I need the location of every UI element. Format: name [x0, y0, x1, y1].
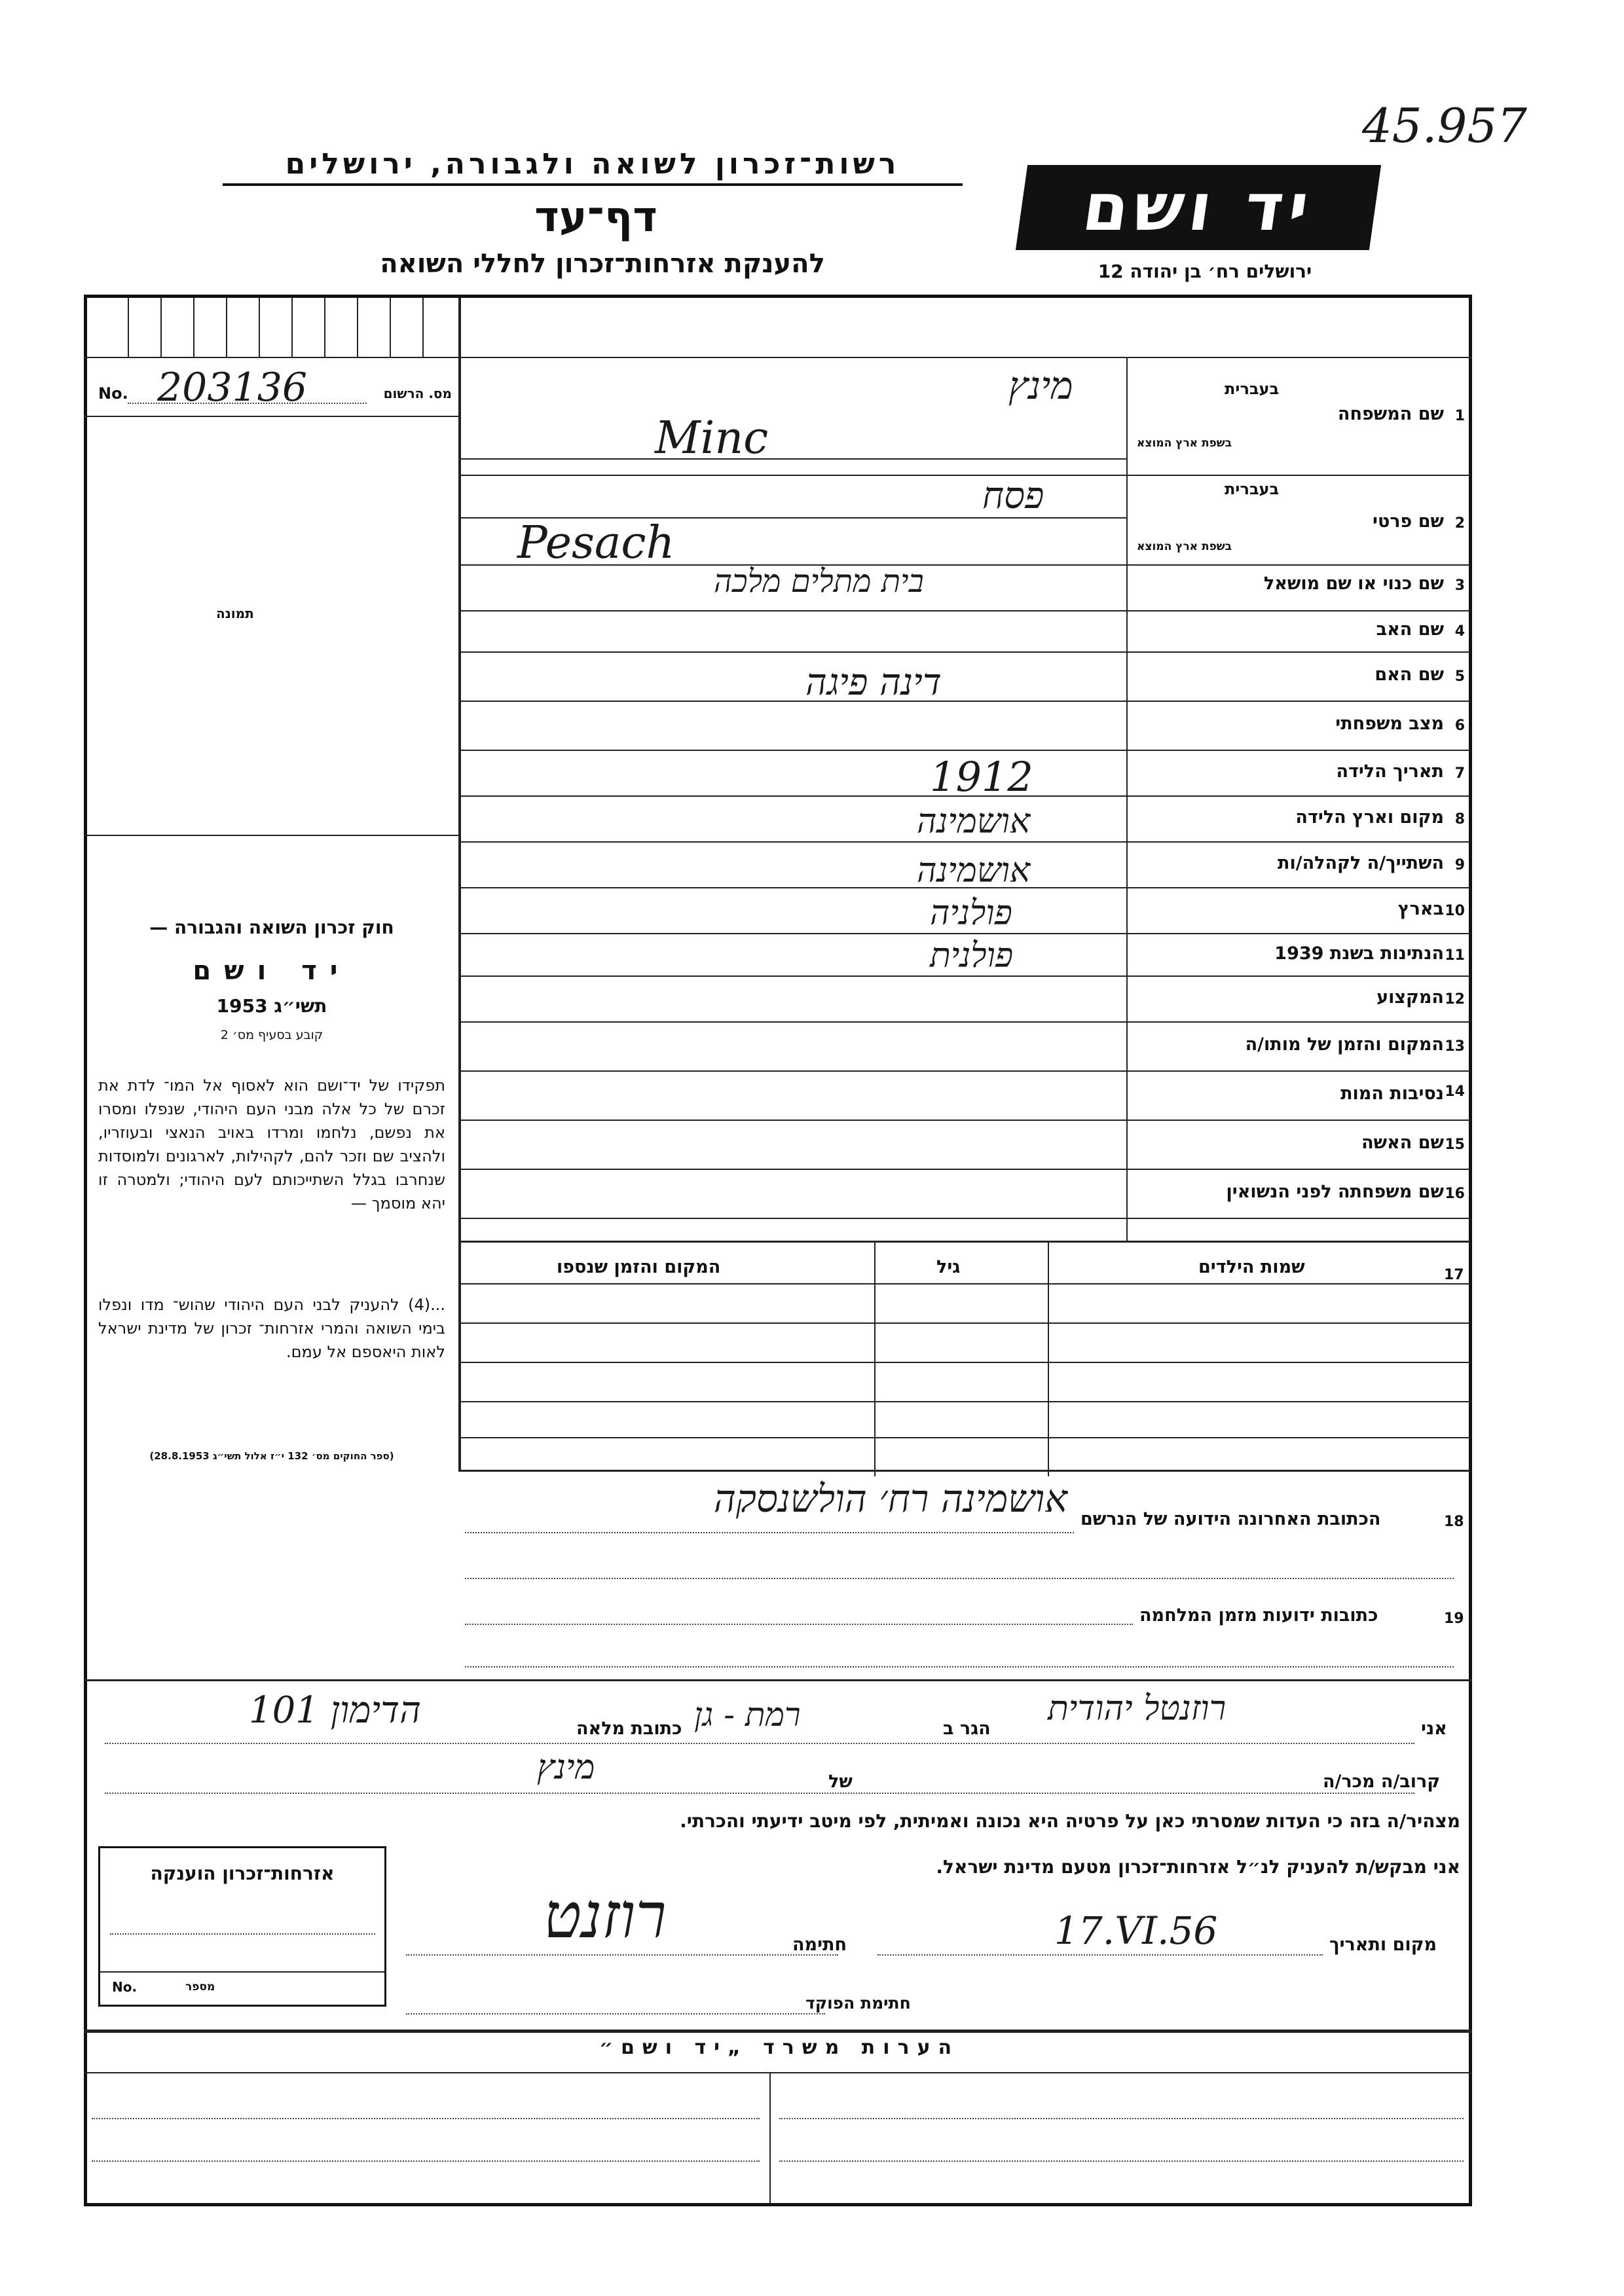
country-value: פולניה — [930, 894, 1012, 933]
field-wife-name: 15 שם האשה — [1361, 1133, 1465, 1153]
place-date-value: 17.VI.56 — [1054, 1908, 1218, 1953]
place-date-label: מקום ותאריך — [1329, 1935, 1437, 1955]
law-section: קובע בסעיף מס׳ 2 — [220, 1028, 323, 1042]
remarks-title: הערות משרד „יד ושם״ — [599, 2036, 960, 2059]
registration-number: 203136 — [157, 365, 308, 410]
law-paragraph-2: ...(4) להעניק לבני העם היהודי שהוש־ מדו ונפלו בימי השואה והמרי אזרחות־ זכרון של מדינת ישראל לאות היאספם אל עמם. — [98, 1296, 445, 1361]
registration-field: No. 203136 מס. הרשום — [98, 365, 452, 410]
relative-of-value: מינץ — [537, 1748, 595, 1787]
field-wife-maiden-name: 16 שם משפחתה לפני הנשואין — [1226, 1182, 1465, 1202]
nickname-value: בית מתלים מלכה — [714, 563, 924, 600]
field-nickname: 3 שם כנוי או שם מושאל — [1263, 574, 1465, 594]
field-profession: 12 המקצוע — [1376, 987, 1465, 1008]
birth-place-value: אושמינה — [917, 802, 1031, 841]
first-name-hebrew: פסח — [982, 475, 1044, 517]
law-name: יד ושם — [193, 956, 351, 986]
field-birth-date: 7 תאריך הלידה — [1336, 761, 1465, 782]
children-age-header: גיל — [936, 1257, 961, 1277]
law-year: תשי״ג 1953 — [216, 995, 327, 1017]
resides-label: הגר ב — [943, 1719, 991, 1739]
field-death-circumstances: 14 נסיבות המות — [1340, 1084, 1465, 1104]
last-address-value: אושמינה רח׳ הולשנסקה — [713, 1476, 1067, 1521]
form-subtitle: להענקת אזרחות־זכרון לחללי השואה — [380, 249, 825, 279]
family-name-origin: Minc — [655, 412, 769, 464]
declarant-city: רמת - גן — [694, 1696, 801, 1734]
declarant-address: הדימון 101 — [249, 1689, 421, 1732]
law-title: חוק זכרון השואה והגבורה — — [149, 917, 394, 938]
field-marital-status: 6 מצב משפחתי — [1335, 714, 1465, 734]
signature-label: חתימה — [792, 1935, 847, 1955]
field-family-name: 1 שם המשפחה בעברית בשפת ארץ המוצא — [1137, 380, 1465, 450]
wartime-address-label: כתובות ידועות מזמן המלחמה — [1139, 1605, 1378, 1626]
children-place-header: המקום והזמן שנספו — [557, 1257, 721, 1277]
field-community: 9 השתייך/ה לקהלה/ות — [1278, 853, 1465, 873]
declaration-request: אני מבקש/ת להעניק לנ״ל אזרחות־זכרון מטעם מדינת ישראל. — [936, 1856, 1460, 1878]
ani-label: אני — [1421, 1719, 1447, 1739]
declarant-name: רוזנטל יהודית — [1048, 1689, 1227, 1728]
field-father-name: 4 שם האב — [1376, 619, 1465, 640]
mother-name-value: דינה פיגה — [805, 661, 942, 704]
address18-num: 18 — [1444, 1514, 1464, 1530]
officer-signature-label: חתימת הפוקד — [805, 1994, 911, 2013]
yad-vashem-logo: יד ושם — [1016, 165, 1381, 250]
signature-value: רוזנט — [544, 1879, 667, 1952]
last-address-label: הכתובת האחרונה הידועה של הנרשם — [1080, 1509, 1381, 1529]
field-mother-name: 5 שם האם — [1375, 665, 1465, 685]
address-line: ירושלים רח׳ בן יהודה 12 — [1098, 261, 1312, 282]
full-address-label: כתובת מלאה — [576, 1719, 682, 1739]
first-name-origin: Pesach — [517, 517, 675, 569]
address19-num: 19 — [1444, 1611, 1464, 1627]
family-name-hebrew: מינץ — [1008, 363, 1073, 408]
birth-date-value: 1912 — [930, 753, 1033, 801]
declaration-statement: מצהיר/ה בזה כי העדות שמסרתי כאן על פרטיה היא נכונה ואמיתית, לפי מיטב ידיעתי והכרתי. — [680, 1810, 1460, 1832]
community-value: אושמינה — [917, 851, 1031, 890]
citizenship-1939-value: פולנית — [930, 936, 1014, 975]
law-paragraph-1: תפקידו של יד־ושם הוא לאסוף אל המו־ לדת את זכרם של כל אלה מבני העם היהודי, שנפלו ומסרו את נפשם, נלחמו ומרדו באויב הנאצי ובעוזריו, ולהציב שם וזכר להם, לקהילות, לארגונים ולמוסדות שנחרבו בגלל השתייכותם לעם היהודי; ולמטרה זו יהא מוסמך — — [98, 1076, 445, 1212]
of-label: של — [828, 1772, 853, 1792]
field-birth-place: 8 מקום וארץ הלידה — [1295, 807, 1465, 828]
authority-line: רשות־זכרון לשואה ולגבורה, ירושלים — [223, 147, 963, 186]
field-citizenship-1939: 11 הנתינות בשנת 1939 — [1274, 943, 1465, 964]
relative-label: קרוב/ה מכר/ה — [1323, 1772, 1441, 1792]
stamp-number: 45.957 — [1362, 98, 1527, 153]
field-first-name: 2 שם פרטי בעברית בשפת ארץ המוצא — [1137, 480, 1465, 553]
law-citation: (ספר החוקים מס׳ 132 י״ז אלול תשי״ג 28.8.1953) — [149, 1450, 394, 1462]
children-num: 17 — [1444, 1267, 1464, 1283]
children-names-header: שמות הילדים — [1198, 1257, 1305, 1277]
citizenship-granted-box: אזרחות־זכרון הוענקה No. מספר — [98, 1846, 386, 2007]
form-title: דף־עד — [534, 193, 657, 242]
field-country: 10 בארץ — [1397, 899, 1465, 919]
field-death-place-time: 13 המקום והזמן של מותו/ה — [1245, 1034, 1465, 1055]
photo-label: תמונה — [216, 606, 254, 621]
